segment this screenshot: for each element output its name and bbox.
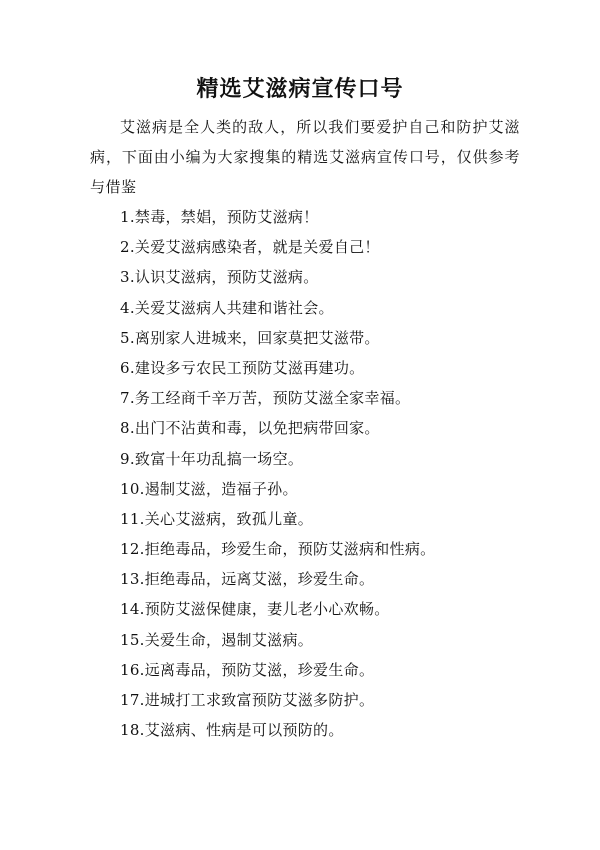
slogan-item: 18.艾滋病、性病是可以预防的。 bbox=[120, 721, 344, 740]
slogan-item: 4.关爱艾滋病人共建和谐社会。 bbox=[120, 298, 334, 317]
slogan-item: 7.务工经商千辛万苦，预防艾滋全家幸福。 bbox=[120, 389, 411, 408]
slogan-item: 12.拒绝毒品，珍爱生命，预防艾滋病和性病。 bbox=[120, 540, 436, 559]
intro-paragraph: 艾滋病是全人类的敌人，所以我们要爱护自己和防护艾滋病，下面由小编为大家搜集的精选艾滋病宣传口号，仅供参考与借鉴 bbox=[90, 118, 520, 196]
slogan-item: 5.离别家人进城来，回家莫把艾滋带。 bbox=[120, 328, 380, 347]
slogan-item: 1.禁毒，禁娼，预防艾滋病！ bbox=[120, 208, 319, 226]
slogan-item: 6.建设多亏农民工预防艾滋再建功。 bbox=[120, 358, 365, 377]
page-title: 精选艾滋病宣传口号 bbox=[196, 76, 404, 102]
slogan-item: 13.拒绝毒品，远离艾滋，珍爱生命。 bbox=[120, 570, 375, 589]
slogan-list bbox=[120, 202, 540, 745]
slogan-item: 16.远离毒品，预防艾滋，珍爱生命。 bbox=[120, 660, 375, 679]
slogan-item: 10.遏制艾滋，造福子孙。 bbox=[120, 479, 298, 498]
slogan-item: 15.关爱生命，遏制艾滋病。 bbox=[120, 630, 314, 649]
slogan-item: 17.进城打工求致富预防艾滋多防护。 bbox=[120, 691, 375, 709]
slogan-item: 9.致富十年功乱搞一场空。 bbox=[120, 449, 304, 468]
slogan-item: 3.认识艾滋病，预防艾滋病。 bbox=[120, 268, 319, 287]
slogan-item: 11.关心艾滋病，致孤儿童。 bbox=[120, 509, 314, 528]
slogan-item: 14.预防艾滋保健康，妻儿老小心欢畅。 bbox=[120, 600, 390, 619]
slogan-item: 8.出门不沾黄和毒，以免把病带回家。 bbox=[120, 419, 380, 438]
slogan-item: 2.关爱艾滋病感染者，就是关爱自己！ bbox=[120, 238, 380, 257]
